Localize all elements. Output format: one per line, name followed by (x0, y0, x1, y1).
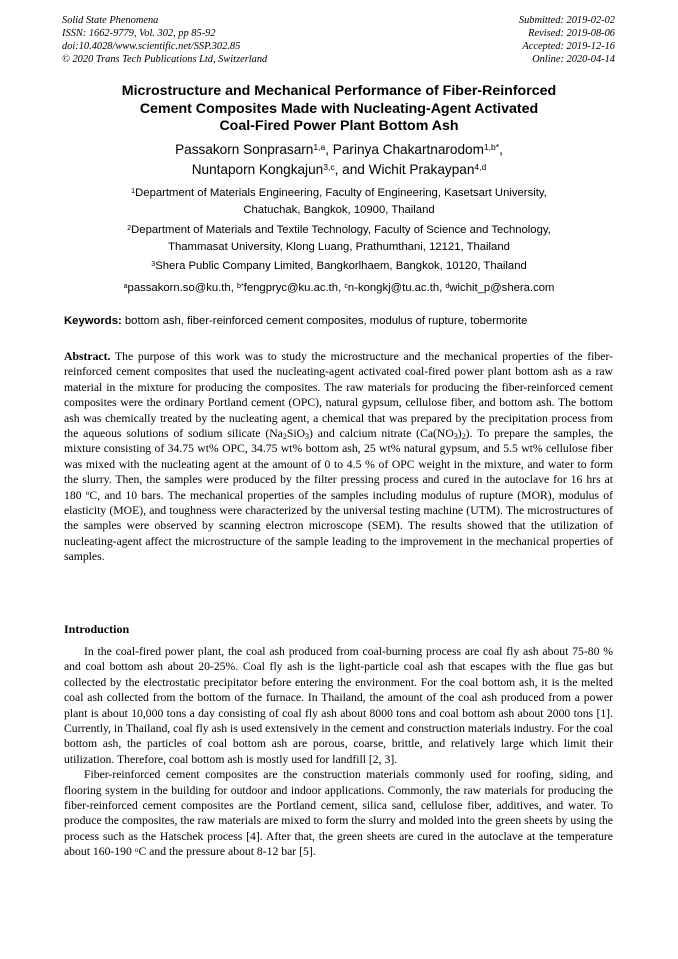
author-marker: 1,b* (483, 142, 500, 153)
introduction-body (64, 644, 613, 860)
author-list (64, 140, 614, 180)
title-line: Microstructure and Mechanical Performance of Fiber-Reinforced (121, 83, 557, 99)
affiliation-marker: 1 (131, 186, 136, 195)
email: fengpryc@ku.ac.th, (243, 282, 345, 294)
author-name: Parinya Chakartnarodom (332, 142, 484, 157)
author-marker: 1,a (313, 142, 326, 153)
journal-header (62, 14, 615, 66)
author-name: Nuntaporn Kongkajun (191, 162, 324, 177)
affiliation-2 (64, 222, 614, 255)
journal-info (62, 14, 267, 66)
affiliation-3 (64, 258, 614, 275)
journal-name: Solid State Phenomena (62, 15, 159, 26)
journal-copyright: © 2020 Trans Tech Publications Ltd, Switzerland (62, 54, 268, 65)
abstract-text: ) (457, 427, 462, 441)
abstract-text: The purpose of this work was to study the microstructure and the mechanical properties of the fiber-reinforced cement composites that used the nucleating-agent activated coal-fired power plant bottom ash as a raw material in the mixture for producing the composites. The raw materials for producing the fiber-reinforced cement composites were the ordinary Portland cement (OPC), natural gypsum, cellulose fiber, and bottom ash. The bottom ash was chemically treated by the nucleating agent, a chemical that was prepared by the precipitation process from the aqueous solutions of sodium silicate (Na (64, 350, 613, 441)
subscript: 2 (461, 432, 466, 442)
body-text: Fiber-reinforced cement composites are the construction materials commonly used for roofing, siding, and flooring system in the building for outdoor and indoor applications. Commonly, the raw materials for producing the fiber-reinforced cement composites are the Portland cement, silica sand, cellulose fiber, additives, and water. To produce the composites, the raw materials are mixed to form the slurry and molded into the green sheets by using the process such as the Hatschek process [4]. After that, the green sheets are cured in the autoclave at the temperature about 160-190 (64, 768, 613, 859)
email-line (64, 280, 614, 297)
accepted-date: Accepted: 2019-12-16 (522, 41, 615, 52)
affiliation-line: Thammasat University, Klong Luang, Prathumthani, 12121, Thailand (168, 240, 510, 253)
affiliation-marker: 2 (127, 223, 132, 232)
affiliation-line: Chatuchak, Bangkok, 10900, Thailand (243, 203, 435, 216)
journal-doi: doi:10.4028/www.scientific.net/SSP.302.85 (62, 41, 241, 52)
author-emails (64, 280, 614, 297)
author-name: Wichit Prakaypan (368, 162, 475, 177)
email: n-kongkj@tu.ac.th, (347, 282, 446, 294)
keywords-label: Keywords: (64, 315, 122, 327)
subscript: 2 (282, 432, 287, 442)
body-paragraph: In the coal-fired power plant, the coal ash produced from coal-burning process are coal fly ash about 75-80 % and coal bottom ash about 20-25%. Coal fly ash is the light-particle coal ash that escapes with the flue gas but collected by the electrostatic precipitator before entering the environment. For the coal bottom ash, it is the melted coal ash collected from the bottom of the furnace. In Thailand, the amount of the coal ash produced from a power plant is about 10,000 tons a day consisting of coal fly ash about 8000 tons and coal bottom ash about 2000 tons [1]. Currently, in Thailand, coal fly ash is used extensively in the cement and construction materials industry. For the coal bottom ash, the particles of coal bottom ash are porous, coarse, brittle, and relatively large which limit their utilization. Therefore, coal bottom ash is mostly used for landfill [2, 3]. (64, 645, 613, 766)
email-marker: c (344, 281, 348, 290)
keywords (64, 314, 624, 328)
email-marker: d (445, 281, 450, 290)
author-separator: , and (334, 162, 369, 177)
body-text: C and the pressure about 8-12 bar [5]. (138, 845, 316, 859)
title-line: Coal-Fired Power Plant Bottom Ash (219, 118, 459, 134)
affiliation-text: Department of Materials and Textile Technology, Faculty of Science and Technology, (131, 224, 551, 236)
keywords-text: bottom ash, fiber-reinforced cement composites, modulus of rupture, tobermorite (121, 315, 528, 327)
abstract-text: SiO (286, 427, 306, 441)
author-line (64, 140, 614, 160)
author-line (64, 160, 614, 180)
affiliation-1 (64, 185, 614, 218)
subscript: 3 (453, 432, 458, 442)
email: passakorn.so@ku.th, (127, 282, 237, 294)
author-marker: 4,d (474, 162, 487, 173)
subscript: 3 (305, 432, 310, 442)
body-paragraph (64, 767, 613, 859)
abstract-text: C, and 10 bars. The mechanical properties of the samples including modulus of rupture (MOR), modulus of elasticity (MOE), and toughness were characterized by the universal testing machine (UTM). The microstructures of the samples were observed by scanning electron microscope (SEM). The results showed that the utilization of nucleating-agent affect the microstructure of the sample leading to the improvement in the mechanical properties of samples. (64, 488, 614, 564)
abstract-label: Abstract. (64, 350, 111, 363)
affiliation-text: Department of Materials Engineering, Faculty of Engineering, Kasetsart University, (135, 187, 547, 199)
abstract (64, 349, 613, 565)
title-line: Cement Composites Made with Nucleating-Agent Activated (139, 100, 539, 117)
affiliation-text: Shera Public Company Limited, Bangkorlhaem, Bangkok, 10120, Thailand (155, 260, 527, 272)
affiliation-line (64, 185, 614, 202)
abstract-paragraph (64, 349, 613, 565)
journal-issn: ISSN: 1662-9779, Vol. 302, pp 85-92 (62, 28, 216, 39)
abstract-text: ). To prepare the samples, the mixture consisting of 34.75 wt% OPC, 34.75 wt% bottom ash, 25 wt% natural gypsum, and 5.5 wt% cellulose fiber was mixed with the nucleating agent at the amount of 0 to 4.5 % of OPC weight in the mixture, and water to form the slurry. Then, the samples were produced by the filter pressing process and cured in the autoclave for 16 hrs at 180 (64, 427, 614, 502)
degree-mark: o (134, 844, 139, 854)
online-date: Online: 2020-04-14 (532, 54, 615, 65)
degree-mark: o (85, 488, 90, 498)
revised-date: Revised: 2019-08-06 (528, 28, 615, 39)
paper-title (64, 83, 614, 136)
author-separator: , (325, 142, 333, 157)
affiliation-line (64, 222, 614, 239)
submission-dates (519, 14, 615, 66)
email: wichit_p@shera.com (449, 282, 555, 294)
section-heading-introduction: Introduction (64, 622, 130, 636)
abstract-text: ) and calcium nitrate (Ca(NO (309, 427, 454, 441)
affiliation-marker: 3 (151, 259, 156, 268)
affiliation-line (64, 258, 614, 275)
author-name: Passakorn Sonprasarn (175, 142, 314, 157)
email-marker: a (123, 281, 128, 290)
submitted-date: Submitted: 2019-02-02 (518, 15, 615, 26)
email-marker: b* (236, 281, 244, 290)
author-marker: 3,c (323, 162, 335, 173)
author-separator: , (499, 142, 503, 157)
